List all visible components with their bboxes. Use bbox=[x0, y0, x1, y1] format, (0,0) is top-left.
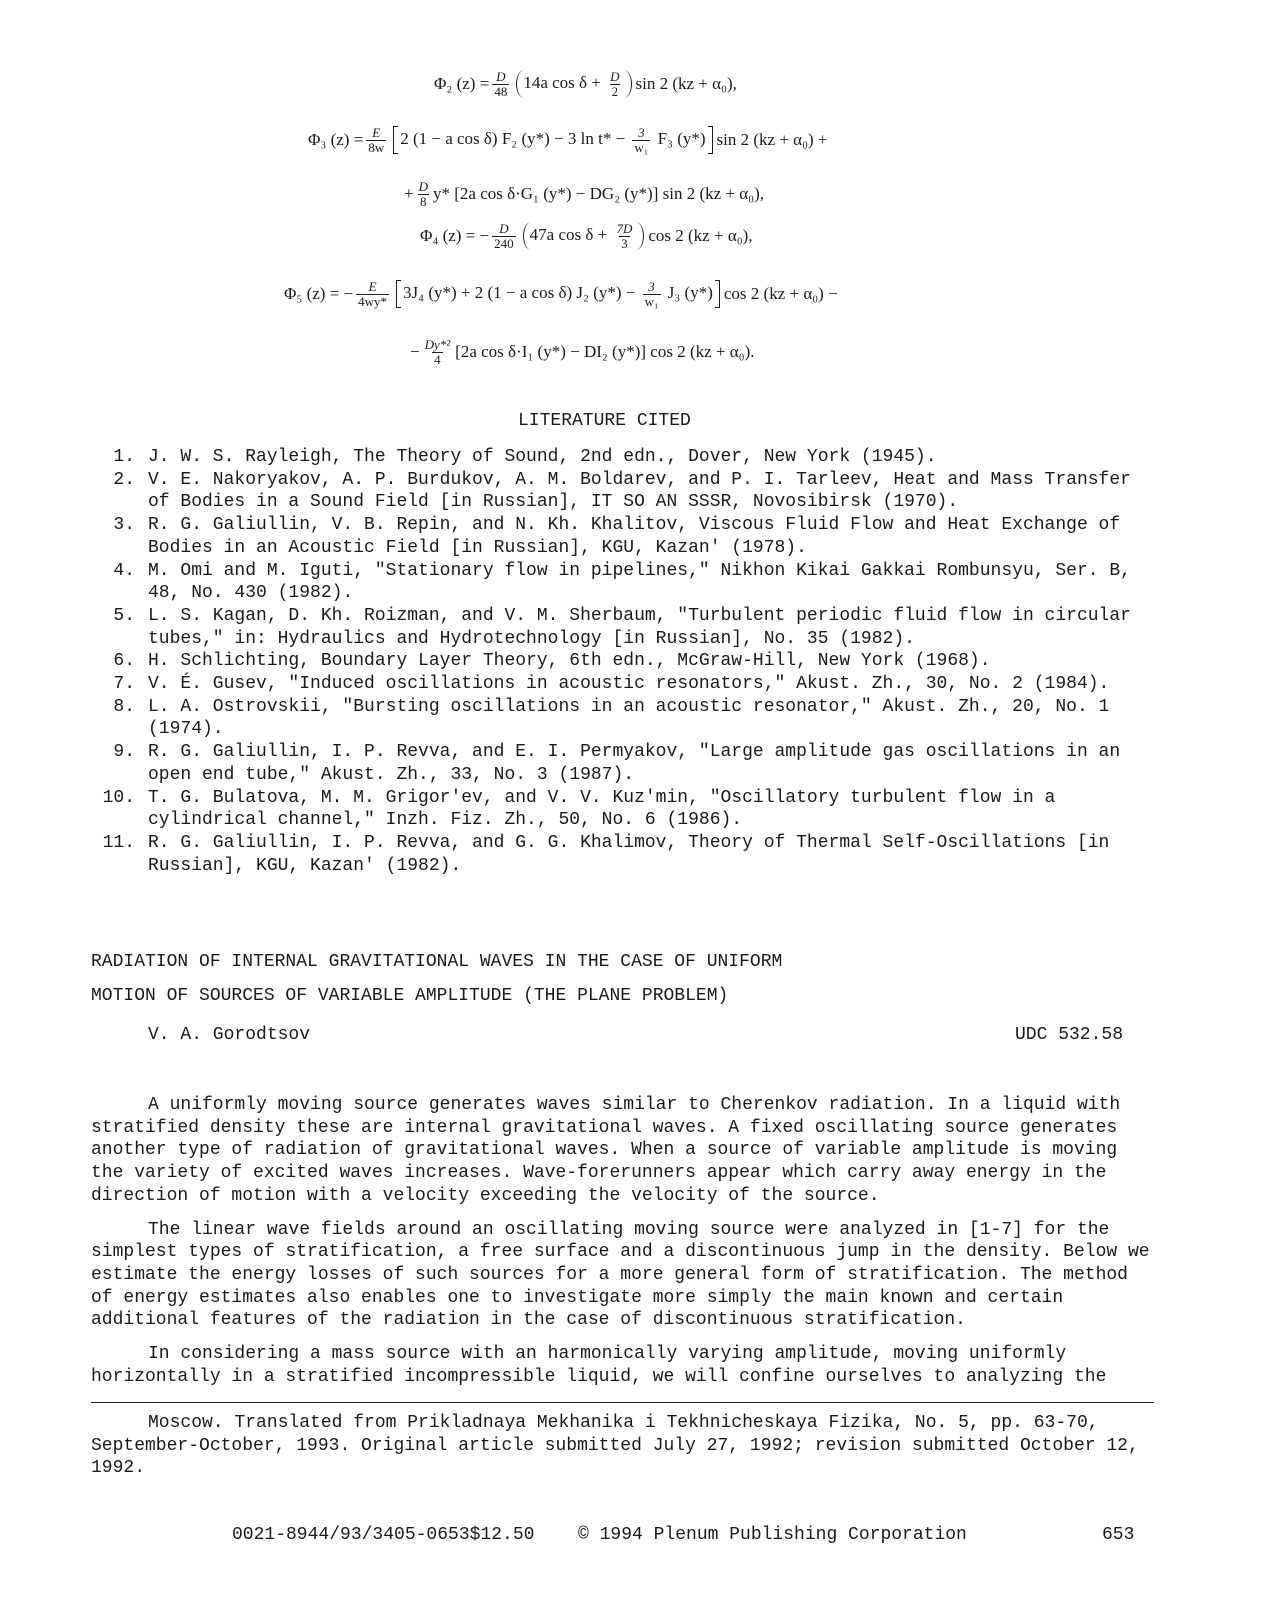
article-title-line: RADIATION OF INTERNAL GRAVITATIONAL WAVES IN THE CASE OF UNIFORM bbox=[91, 952, 783, 972]
footnote: Moscow. Translated from Prikladnaya Mekhanika i Tekhnicheskaya Fizika, No. 5, pp. 63-70, September-October, 1993. Original article submitted July 27, 1992; revision submitted October 12, 1992. bbox=[91, 1413, 1139, 1479]
reference-item: 6. H. Schlichting, Boundary Layer Theory, 6th edn., McGraw-Hill, New York (1968). bbox=[113, 651, 991, 672]
literature-heading: LITERATURE CITED bbox=[518, 411, 691, 431]
eq-lead: − bbox=[410, 342, 420, 362]
page-number: 653 bbox=[1102, 1525, 1135, 1545]
eq-lhs: Φ₃ (z) = bbox=[308, 130, 364, 150]
eq-rest: sin 2 (kz + α₀) + bbox=[716, 130, 828, 150]
equation-phi3 bbox=[308, 126, 828, 154]
eq-rest: y* [2a cos δ·G₁ (y*) − DG₂ (y*)] sin 2 (kz + α₀), bbox=[432, 184, 764, 204]
reference-item: 3. R. G. Galiullin, V. B. Repin, and N. Kh. Khalitov, Viscous Fluid Flow and Heat Exchange of Bodies in an Acoustic Field [in Russian], KGU, Kazan' (1978). bbox=[113, 515, 1121, 558]
eq-fraction: $\frac{D}{48}$ bbox=[494, 69, 508, 99]
equation-phi2 bbox=[434, 70, 737, 98]
journal-code: 0021-8944/93/3405-0653$12.50 bbox=[232, 1525, 535, 1545]
eq-bracket-group: 2 (1 − a cos δ) F₂ (y*) − 3 ln t* − $\frac{3}{\text{w₁}}$ F₃ (y*) bbox=[393, 126, 712, 154]
reference-item: 9. R. G. Galiullin, I. P. Revva, and E. I. Permyakov, "Large amplitude gas oscillations in an open end tube," Akust. Zh., 33, No. 3 (1987). bbox=[113, 742, 1121, 785]
reference-item: 1. J. W. S. Rayleigh, The Theory of Sound, 2nd edn., Dover, New York (1945). bbox=[113, 447, 937, 467]
eq-rest: cos 2 (kz + α₀), bbox=[648, 226, 753, 246]
eq-lhs: Φ₄ (z) = − bbox=[420, 226, 490, 246]
equation-phi5-cont bbox=[410, 338, 755, 366]
udc-code: UDC 532.58 bbox=[1015, 1025, 1124, 1045]
eq-fraction: $\frac{E}{8w}$ bbox=[368, 125, 385, 155]
article-body bbox=[91, 1094, 1156, 1399]
eq-lhs: Φ₂ (z) = bbox=[434, 74, 490, 94]
eq-rest: sin 2 (kz + α₀), bbox=[635, 74, 737, 94]
copyright: © 1994 Plenum Publishing Corporation bbox=[578, 1525, 967, 1545]
reference-list bbox=[90, 446, 1160, 877]
eq-fraction: $\frac{E}{4wy*}$ bbox=[358, 279, 388, 309]
eq-lhs: Φ₅ (z) = − bbox=[284, 284, 354, 304]
eq-fraction: $\frac{D}{8}$ bbox=[418, 179, 428, 209]
article-title bbox=[91, 945, 782, 1013]
reference-item: 8. L. A. Ostrovskii, "Bursting oscillations in an acoustic resonator," Akust. Zh., 20, No. 1 (1974). bbox=[113, 696, 1110, 740]
reference-item: 4. M. Omi and M. Iguti, "Stationary flow in pipelines," Nikhon Kikai Gakkai Rombunsyu, Ser. B, 48, No. 430 (1982). bbox=[113, 560, 1131, 604]
eq-fraction: $\frac{D}{240}$ bbox=[494, 221, 514, 251]
eq-bracket-group: 3J₄ (y*) + 2 (1 − a cos δ) J₂ (y*) − $\frac{3}{\text{w₁}}$ J₃ (y*) bbox=[396, 280, 720, 308]
article-author: V. A. Gorodtsov bbox=[148, 1025, 311, 1045]
eq-lead: + bbox=[404, 184, 414, 204]
eq-paren-group: 47a cos δ + $\frac{7D}{3}$ bbox=[523, 222, 645, 250]
eq-rest: [2a cos δ·I₁ (y*) − DI₂ (y*)] cos 2 (kz + α₀). bbox=[455, 342, 755, 362]
reference-item: 5. L. S. Kagan, D. Kh. Roizman, and V. M. Sherbaum, "Turbulent periodic fluid flow in circular tubes," in: Hydraulics and Hydrotechnology [in Russian], No. 35 (1982). bbox=[113, 605, 1131, 649]
reference-item: 10. T. G. Bulatova, M. M. Grigor'ev, and V. V. Kuz'min, "Oscillatory turbulent flow in a cylindrical channel," Inzh. Fiz. Zh., 50, No. 6 (1986). bbox=[102, 787, 1056, 831]
eq-rest: cos 2 (kz + α₀) − bbox=[723, 284, 838, 304]
equation-phi5 bbox=[284, 280, 838, 308]
body-paragraph: In considering a mass source with an harmonically varying amplitude, moving uniformly horizontally in a stratified incompressible liquid, we will confine ourselves to analyzing the bbox=[91, 1344, 1107, 1387]
equation-phi4 bbox=[420, 222, 753, 250]
reference-item: 2. V. E. Nakoryakov, A. P. Burdukov, A. M. Boldarev, and P. I. Tarleev, Heat and Mass Transfer of Bodies in a Sound Field [in Russian], IT SO AN SSSR, Novosibirsk (1970). bbox=[113, 469, 1131, 513]
eq-paren-group: 14a cos δ + $\frac{D}{2}$ bbox=[516, 70, 631, 98]
equation-phi3-cont bbox=[404, 180, 764, 208]
article-title-line: MOTION OF SOURCES OF VARIABLE AMPLITUDE (THE PLANE PROBLEM) bbox=[91, 986, 729, 1006]
eq-fraction: $\frac{\text{Dy*²}}{4}$ bbox=[424, 337, 451, 367]
footnote-divider bbox=[91, 1402, 1154, 1403]
reference-item: 7. V. É. Gusev, "Induced oscillations in acoustic resonators," Akust. Zh., 30, No. 2 (1984). bbox=[113, 674, 1110, 695]
reference-item: 11. R. G. Galiullin, I. P. Revva, and G. G. Khalimov, Theory of Thermal Self-Oscillations [in Russian], KGU, Kazan' (1982). bbox=[102, 832, 1110, 876]
body-paragraph: A uniformly moving source generates waves similar to Cherenkov radiation. In a liquid with stratified density these are internal gravitational waves. A fixed oscillating source generates another type of radiation of gravitational waves. When a source of variable amplitude is moving the variety of excited waves increases. Wave-forerunners appear which carry away energy in the direction of motion with a velocity exceeding the velocity of the source. bbox=[91, 1095, 1121, 1206]
body-paragraph: The linear wave fields around an oscillating moving source were analyzed in [1-7] for the simplest types of stratification, a free surface and a discontinuous jump in the density. Below we estimate the energy losses of such sources for a more general form of stratification. The method of energy estimates also enables one to investigate more simply the main known and certain additional features of the radiation in the case of discontinuous stratification. bbox=[91, 1219, 1150, 1331]
